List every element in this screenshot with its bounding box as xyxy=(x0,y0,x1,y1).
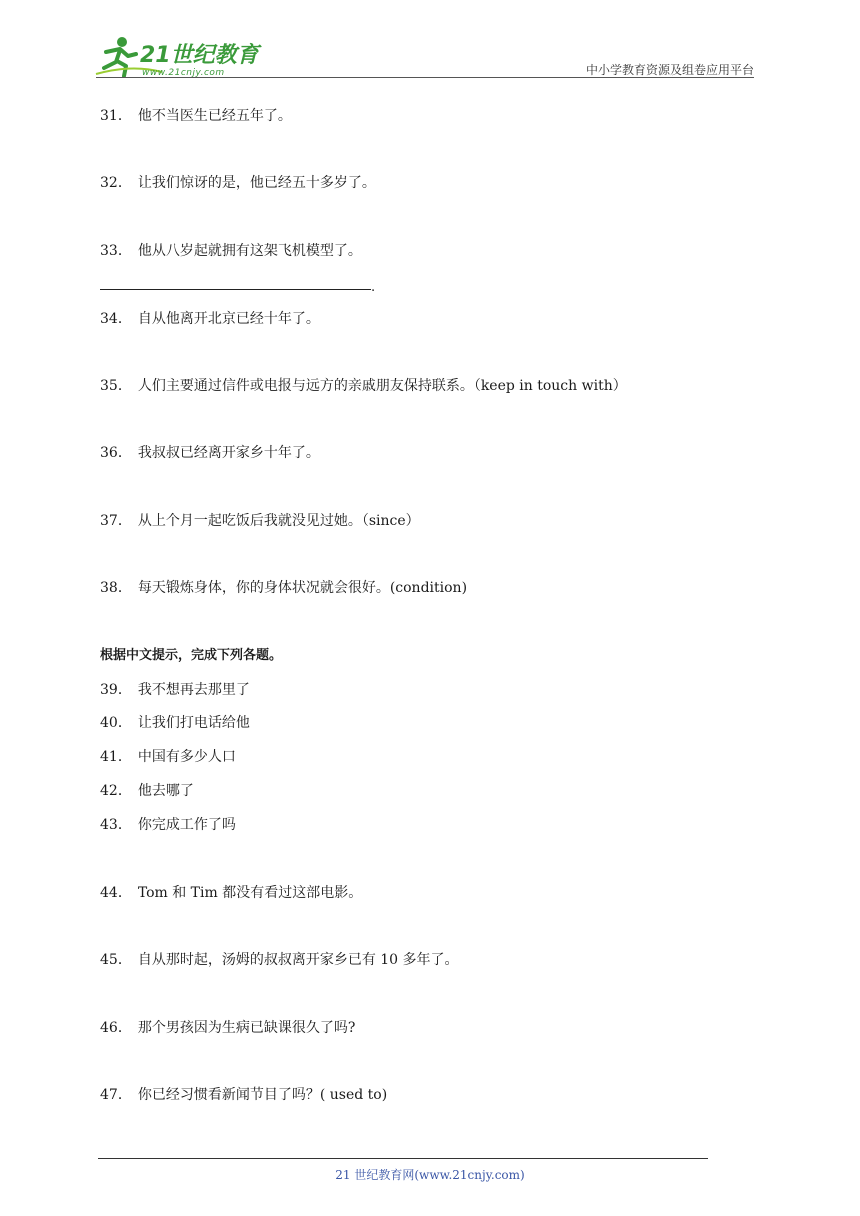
question-text: 每天锻炼身体，你的身体状况就会很好。(condition) xyxy=(137,580,468,596)
question-text: 他去哪了 xyxy=(137,783,194,799)
site-logo[interactable] xyxy=(92,34,262,80)
footer-divider xyxy=(98,1158,708,1159)
question-text: Tom 和 Tim 都没有看过这部电影。 xyxy=(137,885,363,901)
question-44 xyxy=(100,884,362,902)
platform-label: 中小学教育资源及组卷应用平台 xyxy=(585,63,754,77)
question-number: 40． xyxy=(100,715,132,731)
logo-url: www.21cnjy.com xyxy=(142,68,225,78)
question-42 xyxy=(100,782,194,800)
question-text: 我不想再去那里了 xyxy=(137,682,250,698)
question-number: 37． xyxy=(100,513,132,529)
question-47 xyxy=(100,1086,387,1104)
question-38 xyxy=(100,579,467,597)
question-text: 那个男孩因为生病已缺课很久了吗? xyxy=(137,1020,356,1036)
answer-blank-line[interactable] xyxy=(100,279,371,290)
question-number: 31． xyxy=(100,108,132,124)
question-text: 让我们打电话给他 xyxy=(137,715,250,731)
question-32 xyxy=(100,174,376,192)
question-number: 46． xyxy=(100,1020,132,1036)
question-number: 34． xyxy=(100,311,132,327)
section-title: 根据中文提示，完成下列各题。 xyxy=(100,648,283,663)
question-number: 35． xyxy=(100,378,132,394)
question-35 xyxy=(100,377,627,395)
question-number: 41． xyxy=(100,749,132,765)
logo-text: 21世纪教育 xyxy=(140,43,259,68)
question-number: 38． xyxy=(100,580,132,596)
question-text: 他从八岁起就拥有这架飞机模型了。 xyxy=(137,243,362,259)
question-43 xyxy=(100,816,236,834)
question-number: 45． xyxy=(100,952,132,968)
question-34 xyxy=(100,310,320,328)
question-text: 从上个月一起吃饭后我就没见过她。（since） xyxy=(137,513,420,529)
question-number: 47． xyxy=(100,1087,132,1103)
question-number: 42． xyxy=(100,783,132,799)
question-40 xyxy=(100,714,250,732)
page-header xyxy=(0,0,860,90)
question-text: 中国有多少人口 xyxy=(137,749,236,765)
question-39 xyxy=(100,681,250,699)
question-number: 33． xyxy=(100,243,132,259)
question-text: 我叔叔已经离开家乡十年了。 xyxy=(137,445,320,461)
question-37 xyxy=(100,512,420,530)
answer-line-end: . xyxy=(371,280,376,295)
question-33 xyxy=(100,242,362,260)
question-41 xyxy=(100,748,236,766)
question-number: 44． xyxy=(100,885,132,901)
header-divider xyxy=(96,77,754,78)
footer-link[interactable]: 21 世纪教育网(www.21cnjy.com) xyxy=(335,1168,525,1182)
question-number: 43． xyxy=(100,817,132,833)
question-text: 你已经习惯看新闻节目了吗？( used to) xyxy=(137,1087,388,1103)
question-text: 自从他离开北京已经十年了。 xyxy=(137,311,320,327)
question-number: 39． xyxy=(100,682,132,698)
runner-logo-icon xyxy=(92,34,262,80)
question-text: 自从那时起，汤姆的叔叔离开家乡已有 10 多年了。 xyxy=(137,952,459,968)
question-31 xyxy=(100,107,292,125)
question-36 xyxy=(100,444,320,462)
question-text: 你完成工作了吗 xyxy=(137,817,236,833)
question-text: 让我们惊讶的是，他已经五十多岁了。 xyxy=(137,175,376,191)
question-text: 人们主要通过信件或电报与远方的亲戚朋友保持联系。（keep in touch with） xyxy=(137,378,627,394)
question-number: 36． xyxy=(100,445,132,461)
question-number: 32． xyxy=(100,175,132,191)
question-46 xyxy=(100,1019,355,1037)
question-45 xyxy=(100,951,459,969)
question-text: 他不当医生已经五年了。 xyxy=(137,108,292,124)
